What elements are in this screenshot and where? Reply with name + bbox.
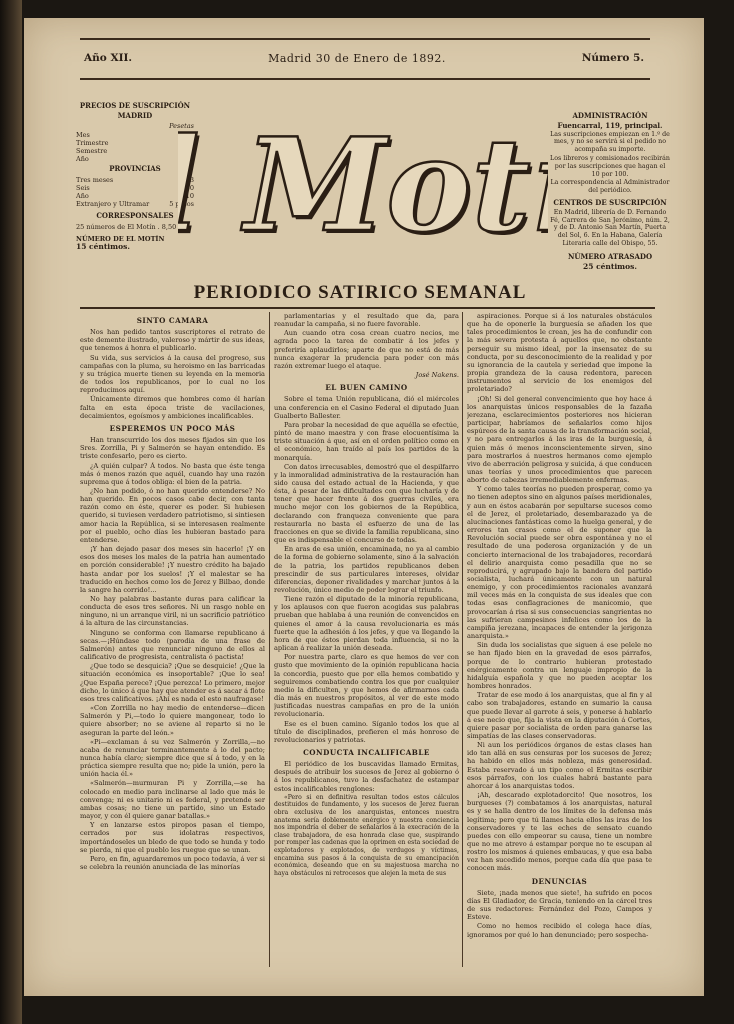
administration-box [550, 110, 670, 270]
madrid-heading: MADRID [117, 111, 153, 121]
paragraph: No hay palabras bastante duras para calificar la conducta de esos tres señores. Ni un rasgo noble en ninguno, ni un arranque viril, ni un sacrificio patriótico á la altura de las circunstancias. [80, 595, 265, 628]
paragraph: ¿No han podido, ó no han querido entenderse? No han querido. En pocos casos cabe decir, con tanta razón como en éste, querer es poder. Si hubiesen querido, si tuviesen verdadero patriotismo, si sintiesen amor hacia la República, si se interesasen realmente por el pueblo, ocho días les hubieran bastado para entenderse. [80, 486, 265, 544]
paragraph: En aras de esa unión, encaminada, no ya al cambio de la forma de gobierno solamente, sino á la salvación de la patria, los partidos republicanos deben prescindir de sus particulares intereses, olvidar diferencias, deponer rivalidades y marchar juntos á la revolución, único medio de poder lograr el triunfo. [274, 545, 459, 594]
year-label: Año XII. [84, 52, 133, 64]
paragraph: ¡Oh! Si del general convencimiento que hoy hace á los anarquistas únicos responsables de la fazaña jerezana, esclarecimientos posteriores nos hicieran participar, habríamos de señalarlos como hijos espúreos de la santa causa de la transformación social, y no para entregarlos á las iras de la burguesía, á quien más ó menos inconscientemente sirven, sino para mostrarlos á nuestros hermanos como ejemplo vivo de aberración peligrosa y suicida, á que conducen unas teorías y unos procedimientos que parecen aborto de cabezas irremediablemente enfermas. [467, 394, 652, 485]
paragraph: Pero, en fin, aguardaremos un poco todavía, á ver si se celebra la reunión anunciada de las minorías [80, 854, 265, 871]
masthead-subtitle: PERIODICO SATIRICO SEMANAL [193, 282, 527, 303]
header-rule [80, 78, 650, 80]
signature: José Nakens. [415, 371, 459, 380]
paragraph: Únicamente diremos que hombres como él harían falta en esta época triste de vacilaciones, decaimientos, egoísmos y ambiciones incalificables. [80, 395, 265, 420]
article-heading: DENUNCIAS [531, 876, 588, 886]
correspondents-heading: CORRESPONSALES [96, 211, 174, 221]
paragraph: Y en lanzarse estos piropos pasan el tiempo, cerrados por sus idolatras respectivos, importándoseles un bledo de que todo se hunda y todo se pierda, ni que el pueblo les ruegue que se unan. [80, 821, 265, 854]
issue-label: NÚMERO DE EL MOTÍN [76, 234, 165, 243]
paragraph: Su vida, sus servicios á la causa del progreso, sus campañas con la pluma, su heroismo en las barricadas y su trágica muerte tienen su leyenda en la memoria de todos los republicanos, por lo cual no los reproducimos aquí. [80, 353, 265, 395]
price-value: 5,50 [179, 183, 194, 192]
price-label: Año [76, 155, 89, 164]
column-divider [462, 312, 463, 967]
book-spine [0, 0, 22, 1024]
paragraph: Sobre el tema Unión republicana, dió el miércoles una conferencia en el Casino Federal el diputado Juan Gualberto Ballester. [274, 395, 459, 420]
correspondents-note: 25 números de El Motín . 8,50 [76, 222, 177, 231]
paragraph: Por nuestra parte, claro es que hemos de ver con gusto que movimiento de la opinión republicana hacia la concordia, puesto que por ella hemos combatido y seguiremos combatiendo contra los que por cualquier medio la dificulten, y que hemos de afirmarnos cada día más en nuestros propósitos, al ver de este modo justificadas nuestras campañas en pro de la unión revolucionaria. [274, 653, 459, 719]
article-heading: EL BUEN CAMINO [325, 383, 408, 393]
paragraph: parlamentarias y el resultado que da, para reanudar la campaña, si no fuere favorable. [274, 312, 459, 329]
issue-header [84, 52, 644, 65]
paragraph: ¿A quién culpar? Á todos. No basta que éste tenga más ó menos razón que aquél, cuando hay una razón suprema que á todos obliga: el bien de la patria. [80, 461, 265, 486]
paragraph: «Salmerón—murmuran Pi y Zorrilla,—se ha colocado en medio para inclinarse al lado que más le convenga; ni es unitario ni es federal, y pretende ser ambas cosas; no tiene un partido, sino un Estado mayor, y con él quiere ganar batallas.» [80, 779, 265, 821]
price-label: Extranjero y Ultramar [76, 200, 150, 209]
price-label: Mes [76, 130, 90, 139]
paragraph: Siete, ¡nada menos que siete!, ha sufrido en pocos días El Gladiador, de Gracia, teniendo en la cárcel tres de sus redactores: Fernández del Pozo, Campos y Esteve. [467, 888, 652, 922]
price-value: 2,50 [179, 138, 194, 147]
paragraph: ¡Ah, descarado explotadorcito! Que nosotros, los burgueses (?) combatamos á los anarquistas, natural es y se halla dentro de los límites de la defensa más legítima; pero que tú llames hacia ellos las iras de los conservadores y te las eches de sensato cuando puedes con ello empeorar su causa, tiene un nombre que no me atrevo á estampar porque no te escupan al rostro los mismos á quienes embaucas, y que esa baba vez han sucedido menos, porque cada día que pasa te conocen más. [467, 791, 652, 873]
paragraph: Y como tales teorías no pueden prosperar, como ya no tienen adeptos sino en algunos países meridionales, y aun en éstos acabarán por sepultarse sucesos como el de Jerez, el proletariado, desembarazado ya de alucinaciones fantásticas como la huelga general, y de errores tan crasos como el de suponer que la Revolución social puede ser obra espontánea y no el resultado de una poderosa organización y de un concierto internacional de los trabajadores, recordará el delirio anarquista como pesadilla que no se reproducirá, y agrupado bajo la bandera del partido socialista, luchará únicamente con un natural enemigo, y con procedimientos racionales avanzará mil veces más en la conquista de sus ideales que con todas esas conflagraciones de manicomio, que provocarían á risa si sus consecuencias sangrientas no las sufrieran campesinos infelices como los de la campiña jerezana, incapaces de entender la jerigonza anarquista.» [467, 485, 652, 641]
paragraph: Sin duda los socialistas que siguen á ese pelele no se han fijado bien en la gravedad de esos párrafos, porque de lo contrario hubieran protestado enérgicamente contra un lenguaje impropio de la hidalguía española y que no pueden aceptar los hombres honrados. [467, 641, 652, 691]
price-value: 1 [189, 130, 194, 139]
paragraph: ¿Que todo se desquicia? ¡Que se desquicie! ¿Que la situación económica es insoportable? ¡Que lo sea! ¿Que España perece? ¡Que perezca! Lo primero, mejor dicho, lo único á que hay que atender es á sacar á flote esos tres calificativos. ¡Ahí es nada el esto naufragase! [80, 662, 265, 703]
price-row [76, 192, 194, 200]
top-rule [80, 38, 650, 40]
price-value: 10 [185, 155, 194, 164]
paragraph: Con datos irrecusables, demostró que el despilfarro y la inmoralidad administrativa de la restauración han sido causa del estado actual de la Hacienda, y que ésta, á pesar de las dificultades con que lucharía y de tener que hacer frente á dos guerras civiles, era mucho mejor con los gobiernos de la República, declarando con franqueza conveniente que para restaurarla no basta el esfuerzo de una de las fracciones en que se divide la familia republicana, sino que es indispensable el concurso de todas. [274, 462, 459, 545]
price-label: Año [76, 192, 89, 201]
article-heading: CONDUCTA INCALIFICABLE [303, 747, 430, 757]
subscription-prices [76, 100, 194, 251]
column-divider [269, 312, 270, 967]
column-2 [274, 312, 459, 878]
price-row [76, 147, 194, 155]
paragraph: «Pi—exclaman á su vez Salmerón y Zorrilla,—no acaba de renunciar terminantemente á lo del pacto; nunca había claro; siempre dice que sí á todo, y en la práctica siempre resulta que no; pide la unión, pero la unión hacia él.» [80, 737, 265, 779]
price-row [76, 184, 194, 192]
paragraph: Ninguno se conforma con llamarse republicano á secas.—¡Húndase todo (parodia de una frase de Salmerón) antes que renunciar ninguno de ellos al calificativo de progresista, centralista ó pactista! [80, 628, 265, 662]
price-label: Seis [76, 183, 90, 192]
masthead-logo [178, 98, 548, 268]
price-row [76, 155, 194, 163]
admin-heading: ADMINISTRACIÓN [572, 111, 648, 120]
column-3 [467, 312, 652, 940]
back-issue-price: 25 céntimos. [583, 261, 637, 271]
paragraph: Como no hemos recibido el colega hace días, ignoramos por qué lo han denunciado; pero sospecha- [467, 922, 652, 939]
admin-address: Fuencarral, 119, principal. [557, 120, 663, 130]
subscription-heading: PRECIOS DE SUSCRIPCIÓN [79, 101, 191, 110]
price-value: 10 [185, 192, 194, 201]
price-value: 5 [189, 147, 194, 156]
centers-heading: CENTROS DE SUSCRIPCIÓN [553, 197, 667, 207]
price-label: Semestre [76, 147, 108, 156]
paragraph: ¡Y han dejado pasar dos meses sin hacerlo! ¡Y en esos dos meses los males de la patria han aumentado en porción considerable! ¡Y nuestro crédito ha bajado hasta andar por los suelos! ¡Y el malestar se ha traducido en hechos como los de Jerez y Bilbao, donde la sangre ha corrido!... [80, 545, 265, 594]
article-heading: ESPEREMOS UN POCO MÁS [109, 423, 236, 433]
issue-number: Número 5. [581, 52, 644, 64]
paragraph: Tiene razón el diputado de la minoría republicana, y los aplausos con que fueron acogidas sus palabras prueban que hablaba á una reunión de convencidos en quienes el amor á la causa revolucionaria es más fuerte que la adhesión á los jefes, y que va llegando la hora de que éstos pierdan toda influencia, si no la aplican á realizar la unión deseada. [274, 595, 459, 653]
issue-date: Madrid 30 de Enero de 1892. [268, 52, 446, 65]
price-row [76, 131, 194, 139]
masthead-text: Mot [244, 111, 531, 261]
currency-label: Pesetas [169, 122, 194, 131]
price-value: 5 pesos [169, 200, 194, 209]
price-label: Trimestre [76, 138, 109, 147]
paragraph: «Con Zorrilla no hay medio de entenderse—dicen Salmerón y Pi,—todo lo quiere mangonear, todo lo quiere absorber; no se aviene al reparto si no le aseguran la parte del león.» [80, 704, 265, 737]
admin-note-3: La correspondencia al Administrador del periódico. [550, 179, 670, 195]
paragraph: Han transcurrido los dos meses fijados sin que los Sres. Zorrilla, Pi y Salmerón se hayan entendido. Es triste confesarlo, pero es cierto. [80, 436, 265, 461]
provincias-heading: PROVINCIAS [109, 164, 161, 174]
admin-note-2: Los libreros y comisionados recibirán por las suscripciones que hagan el 10 por 100. [550, 154, 670, 178]
paragraph: Ese es el buen camino. Síganlo todos los que al título de disciplinados, prefieren el más honroso de revolucionarios y patriotas. [274, 719, 459, 744]
paragraph: El periódico de los buscavidas llamado Ermitas, después de atribuir los sucesos de Jerez al gobierno ó á los republicanos, tuvo la desfachatez de estampar estos incalificables renglones: [274, 760, 459, 793]
column-1 [80, 312, 265, 872]
price-row [76, 176, 194, 184]
paragraph: Para probar la necesidad de que aquélla se efectúe, pintó de mano maestra y con frase elocuentísima la triste situación á que, así en el orden político como en el económico, han traído al país los partidos de la monarquía. [274, 420, 459, 462]
paragraph: Nos han pedido tantos suscriptores el retrato de este demente ilustrado, valeroso y mártir de sus ideas, que tenemos á honra el publicarlo. [80, 328, 265, 353]
price-row [76, 139, 194, 147]
price-value: 3 [189, 175, 194, 184]
back-issue-label: NÚMERO ATRASADO [567, 251, 653, 261]
masthead-title [178, 98, 548, 268]
paragraph: aspiraciones. Porque si á los naturales obstáculos que ha de oponerle la burguesía se añaden los que tales procedimientos le crean, jes ha de confundir con la más severa protesta á aquellos que, no obstante perseguir su mismo ideal, por la insensatez de su conducta, por su desconocimiento de la realidad y por su ignorancia de la cautela y seriedad que impone la propia grandeza de la causa redentora, parecen instrumentos al servicio de los enemigos del proletariado? [467, 312, 652, 394]
subtitle-rule [80, 307, 655, 309]
issue-price: 15 céntimos. [76, 242, 130, 252]
price-row [76, 200, 194, 208]
paragraph: «Pero si en definitiva resultan todos estos cálculos destituidos de fundamento, y los sucesos de Jerez fueran obra exclusiva de los anarquistas, entonces nuestra anatema sería doblemente enérgico y nuestra conciencia nos impondría el deber de señalarlos á la execración de la clase trabajadora, de esa honrada clase que, suspirando por romper las cadenas que la oprimen en esta sociedad de explotadores y explotados, de verdugos y víctimas, encamina sus pasos á la conquista de su emancipación económica, deseando que en su majestuosa marcha no haya obstáculos ni retrocesos que alejen la meta de sus [274, 793, 459, 877]
admin-note-1: Las suscripciones empiezan en 1.º de mes, y no se servirá si el pedido no acompaña su importe. [550, 130, 670, 154]
article-heading: SINTO CAMARA [136, 316, 209, 325]
price-label: Tres meses [76, 175, 114, 184]
masthead-shadow: Mot [247, 114, 534, 264]
centers-text: En Madrid, librería de D. Fernando Fé, Carrera de San Jerónimo, núm. 2, y de D. Antonio San Martín, Puerta del Sol, 6. En la Habana, Galería Literaria calle del Obispo, 55. [550, 208, 670, 247]
paragraph: Ni aun los periódicos órganos de estas clases han ido tan allá en sus censuras por los sucesos de Jerez; ha habido en ellos más nobleza, más generosidad. Estaba reservado á un tipo como el Ermitas escribir esos párrafos, con los cuales habrá bastante para ahorcar á los anarquistas todos. [467, 741, 652, 790]
paragraph: Tratar de ese modo á los anarquistas, que al fin y al cabo son trabajadores, estando en sumario la causa que puede llevar al garrote á seis, y ponerse á hablarlo á ese necio que, fija la vista en la diputación á Cortes, quiere pasar por socialista de orden para ganarse las simpatías de las clases conservadoras. [467, 691, 652, 740]
paragraph: Aun cuando otra cosa crean cuatro necios, me agrada poco la tarea de combatir á los jefes y preferiría aplaudirlos; aparte de que no está de más nunca exagerar la prudencia para poder con más razón extremar luego el ataque. [274, 329, 459, 370]
